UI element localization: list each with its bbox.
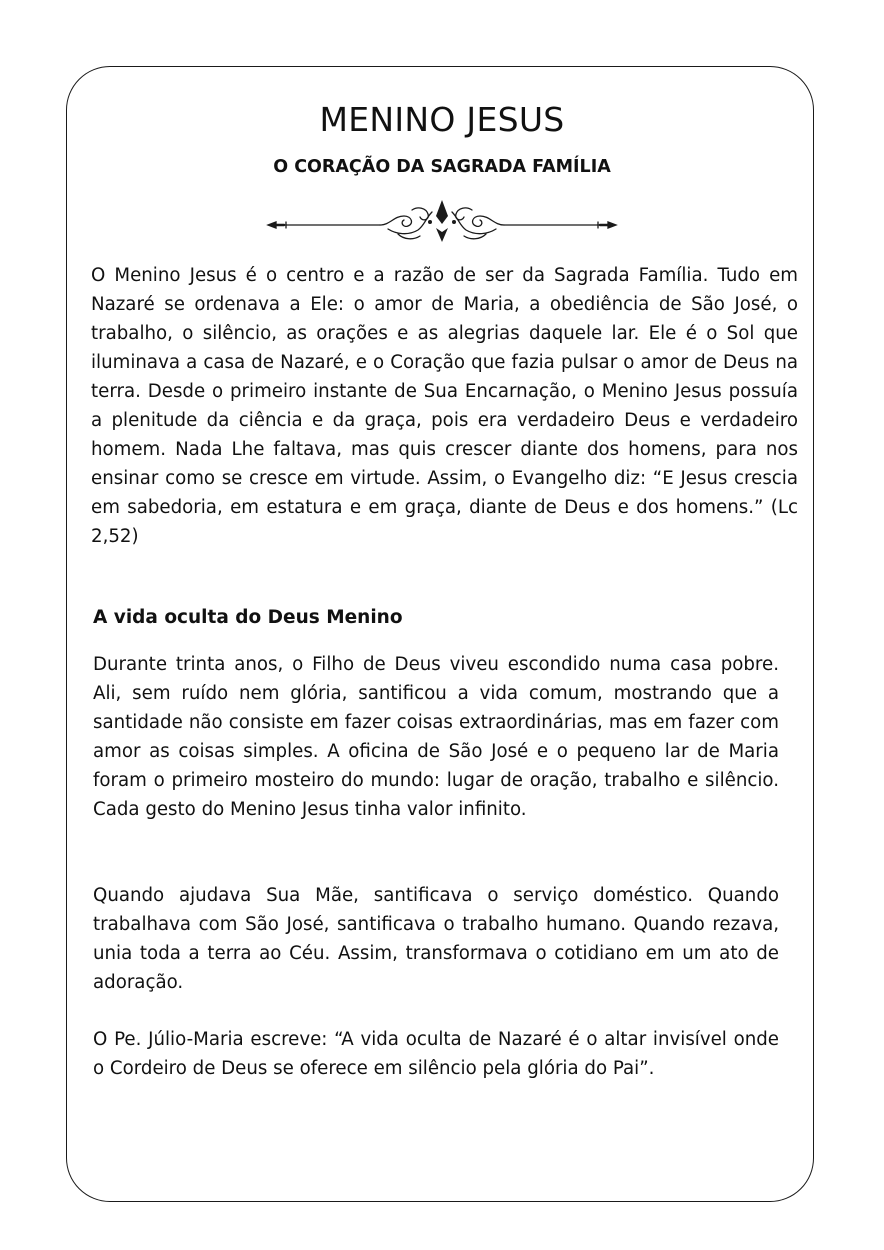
intro-paragraph: O Menino Jesus é o centro e a razão de ser da Sagrada Família. Tudo em Nazaré se ordenava a Ele: o amor de Maria, a obediência de São José, o trabalho, o silêncio, as orações e as alegrias daquele lar. Ele é o Sol que iluminava a casa de Nazaré, e o Coração que fazia pulsar o amor de Deus na terra. Desde o primeiro instante de Sua Encarnação, o Menino Jesus possuía a plenitude da ciência e da graça, pois era verdadeiro Deus e verdadeiro homem. Nada Lhe faltava, mas quis crescer diante dos homens, para nos ensinar como se cresce em virtude. Assim, o Evangelho diz: “E Jesus crescia em sabedoria, em estatura e em graça, diante de Deus e dos homens.” (Lc 2,52) <box>91 265 798 547</box>
decorative-divider-icon <box>262 198 622 248</box>
section-heading: A vida oculta do Deus Menino <box>93 607 403 628</box>
section-paragraph-3: O Pe. Júlio-Maria escreve: “A vida oculta de Nazaré é o altar invisível onde o Cordeiro de Deus se oferece em silêncio pela glória do Pai”. <box>93 1029 779 1079</box>
page-title: MENINO JESUS <box>319 100 565 139</box>
section-paragraph-2: Quando ajudava Sua Mãe, santificava o serviço doméstico. Quando trabalhava com São José, santificava o trabalho humano. Quando rezava, unia toda a terra ao Céu. Assim, transformava o cotidiano em um ato de adoração. <box>93 885 779 993</box>
page-subtitle: O CORAÇÃO DA SAGRADA FAMÍLIA <box>273 157 611 177</box>
section-paragraph-1: Durante trinta anos, o Filho de Deus viveu escondido numa casa pobre. Ali, sem ruído nem glória, santificou a vida comum, mostrando que a santidade não consiste em fazer coisas extraordinárias, mas em fazer com amor as coisas simples. A oficina de São José e o pequeno lar de Maria foram o primeiro mosteiro do mundo: lugar de oração, trabalho e silêncio. Cada gesto do Menino Jesus tinha valor infinito. <box>93 654 779 820</box>
